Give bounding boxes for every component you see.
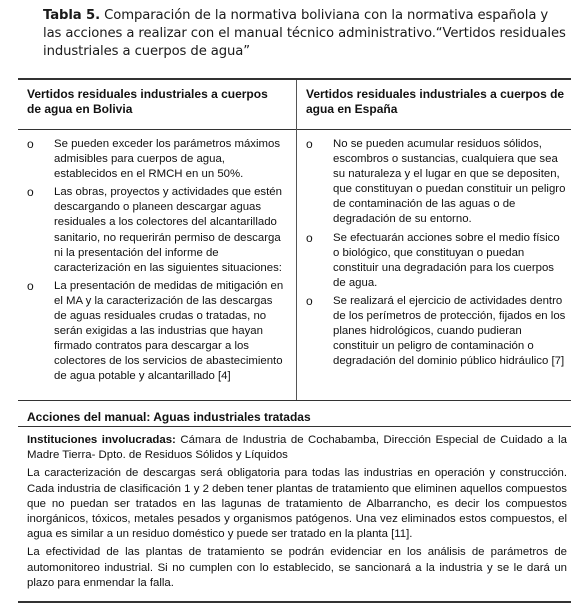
caption-label: Tabla 5. (43, 8, 101, 23)
bullet-marker: o (306, 230, 313, 245)
actions-body (27, 433, 567, 594)
bullet-marker: o (306, 137, 313, 151)
table-caption (43, 7, 568, 61)
bullet-marker: o (27, 278, 34, 293)
list-item-text: Las obras, proyectos y actividades que estén descargando o planeen descargar aguas residuales a los colectores del alcantarillado sanitario, no requerirán permiso de descarga ni la presentación del informe de caracterización en las siguientes situaciones: (54, 186, 282, 274)
list-item (297, 294, 569, 369)
columns-bottom-rule (18, 400, 571, 401)
list-item (18, 137, 286, 182)
list-item-text: Se efectuarán acciones sobre el medio físico o biológico, que constituyan o puedan constituir una degradación para los cuerpos de agua. (333, 231, 560, 289)
list-item (18, 185, 286, 276)
list-item-text: Se pueden exceder los parámetros máximos admisibles para cuerpos de agua, establecidos en el RMCH en un 50%. (54, 138, 281, 181)
institutions-text: Cámara de Industria de Cochabamba, Dirección Especial de Cuidado a la Madre Tierra- Dpto. de Residuos Sólidos y Líquidos (27, 434, 568, 462)
list-item-text: La presentación de medidas de mitigación en el MA y la caracterización de las descargas de aguas residuales crudas o tratadas, no serán exigidas a las industrias que hayan firmado contratos para descargar a los colectores de los servicios de abastecimiento de agua potable y alcantarillado [4] (54, 279, 284, 383)
institutions-paragraph (27, 433, 567, 463)
list-item-text: No se pueden acumular residuos sólidos, escombros o sustancias, cualquiera que sea su naturaleza y el lugar en que se depositen, que constituyan o puedan constituir un peligro de contaminación de las aguas o de degradación de su entorno. (333, 138, 566, 226)
list-item-text: Se realizará el ejercicio de actividades dentro de los perímetros de protección, fijados en los planes hidrológicos, cuando pudieran constituir un peligro de contaminación o degradación del dominio público hidráulico [7] (333, 294, 566, 368)
table-bottom-rule (18, 601, 571, 603)
bolivia-list (18, 137, 286, 388)
spain-column-header: Vertidos residuales industriales a cuerpos de agua en España (306, 87, 565, 116)
caption-text: Comparación de la normativa boliviana con la normativa española y las acciones a realizar con el manual técnico administrativo.“Vertidos residuales industriales a cuerpos de agua” (43, 8, 566, 59)
effectiveness-paragraph: La efectividad de las plantas de tratamiento se podrán evidenciar en los análisis de parámetros de automonitoreo industrial. Si no cumplen con lo establecido, se sancionará a la industria y se le dará un plazo para enmendar la falla. (27, 546, 567, 589)
list-item (18, 279, 286, 385)
institutions-label: Instituciones involucradas: (27, 434, 176, 446)
bolivia-column-header: Vertidos residuales industriales a cuerpos de agua en Bolivia (27, 87, 268, 116)
bullet-marker: o (306, 293, 313, 308)
table-top-rule (18, 78, 571, 80)
bullet-marker: o (27, 185, 34, 200)
characterization-paragraph: La caracterización de descargas será obligatoria para todas las industrias en operación y construcción. Cada industria de clasificación 1 y 2 deben tener plantas de tratamiento que eliminen aquellos compuestos que no puedan ser tratados en las lagunas de tratamiento de Albarrancho, es decir los compuestos inorgánicos, tóxicos, metales pesados y organismos patógenos. Una vez eliminados estos compuestos, el agua es similar a un residuo doméstico y puede ser tratado en la planta [11]. (27, 467, 567, 541)
header-rule (18, 129, 571, 130)
actions-title: Acciones del manual: Aguas industriales tratadas (27, 410, 311, 424)
list-item (297, 231, 569, 291)
list-item (297, 137, 569, 228)
spain-list (297, 137, 569, 372)
bullet-marker: o (27, 137, 34, 151)
section-title-rule (18, 426, 571, 427)
